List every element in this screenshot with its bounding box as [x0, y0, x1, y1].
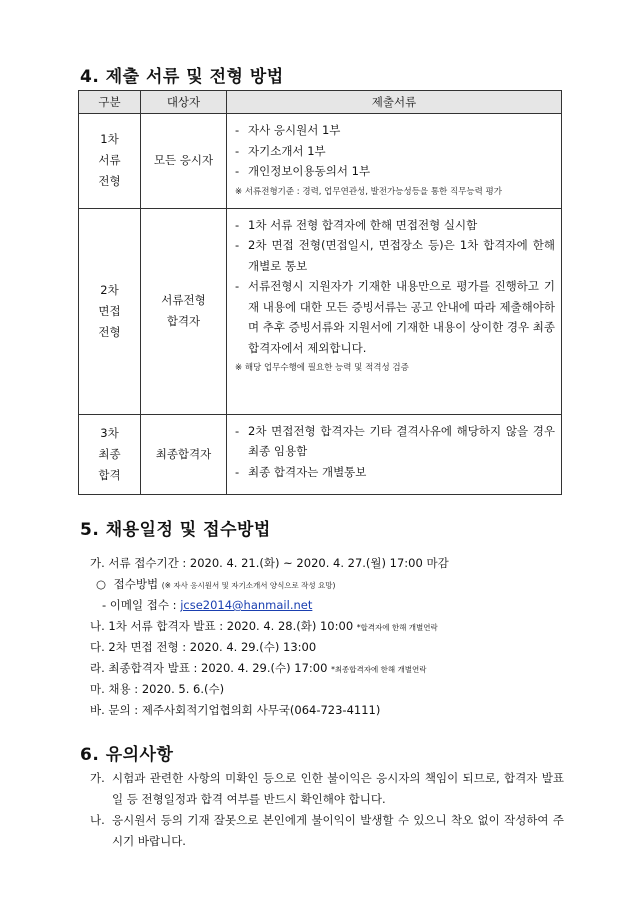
header-documents: 제출서류	[227, 91, 562, 114]
email-submission: - 이메일 접수 : jcse2014@hanmail.net	[102, 598, 313, 612]
target-cell: 서류전형 합격자	[141, 208, 227, 414]
submission-period: 가. 서류 접수기간 : 2020. 4. 21.(화) ~ 2020. 4. 27.(월) 17:00 마감	[90, 556, 449, 570]
schedule-list	[90, 553, 570, 721]
final-result: 라. 최종합격자 발표 : 2020. 4. 29.(수) 17:00 *최종합격자에 한해 개별연락	[90, 661, 427, 675]
row-note: ※ 서류전형기준 : 경력, 업무연관성, 발전가능성등을 통한 직무능력 평가	[235, 186, 502, 197]
list-item: - 서류전형시 지원자가 기재한 내용만으로 평가를 진행하고 기재 내용에 대한 모든 증빙서류는 공고 안내에 따라 제출해야하며 추후 증빙서류와 지원서에 기재한 내용이 상이한 경우 최종합격자에서 제외합니다.	[235, 276, 555, 358]
submission-method: ○ 접수방법 (※ 자사 응시원서 및 자기소개서 양식으로 작성 요망)	[90, 574, 570, 595]
list-item: - 최종 합격자는 개별통보	[235, 462, 555, 483]
documents-table	[78, 90, 562, 495]
stage-cell: 3차 최종 합격	[79, 414, 141, 494]
table-row	[79, 414, 562, 494]
list-item: - 2차 면접 전형(면접일시, 면접장소 등)은 1차 합격자에 한해 개별로 통보	[235, 235, 555, 276]
stage-cell: 1차 서류 전형	[79, 114, 141, 209]
section4-title: 4. 제출 서류 및 전형 방법	[80, 67, 284, 87]
list-item: - 1차 서류 전형 합격자에 한해 면접전형 실시함	[235, 215, 555, 236]
documents-cell	[227, 208, 562, 414]
list-item: - 2차 면접전형 합격자는 기타 결격사유에 해당하지 않을 경우 최종 임용함	[235, 421, 555, 462]
stage-cell: 2차 면접 전형	[79, 208, 141, 414]
circle-bullet-icon: ○	[96, 577, 107, 591]
list-item: - 자사 응시원서 1부	[235, 120, 555, 141]
first-result: 나. 1차 서류 합격자 발표 : 2020. 4. 28.(화) 10:00 *합격자에 한해 개별연락	[90, 619, 438, 633]
section6-title: 6. 유의사항	[80, 745, 174, 765]
list-item: - 자기소개서 1부	[235, 141, 555, 162]
hire-date: 마. 채용 : 2020. 5. 6.(수)	[90, 682, 225, 696]
method-note: (※ 자사 응시원서 및 자기소개서 양식으로 작성 요망)	[161, 581, 336, 590]
list-item: 가. 시험과 관련한 사항의 미확인 등으로 인한 불이익은 응시자의 책임이 되므로, 합격자 발표일 등 전형일정과 합격 여부를 반드시 확인해야 합니다.	[90, 771, 564, 806]
list-item: 나. 응시원서 등의 기재 잘못으로 본인에게 불이익이 발생할 수 있으니 착오 없이 작성하여 주시기 바랍니다.	[90, 813, 564, 848]
notice-list	[90, 768, 564, 852]
section5-title: 5. 채용일정 및 접수방법	[80, 520, 271, 540]
table-row	[79, 208, 562, 414]
documents-cell	[227, 114, 562, 209]
inquiry: 바. 문의 : 제주사회적기업협의회 사무국(064-723-4111)	[90, 703, 381, 717]
header-target: 대상자	[141, 91, 227, 114]
email-link[interactable]: jcse2014@hanmail.net	[180, 598, 313, 612]
target-cell: 최종합격자	[141, 414, 227, 494]
interview-schedule: 다. 2차 면접 전형 : 2020. 4. 29.(수) 13:00	[90, 640, 317, 654]
documents-cell	[227, 414, 562, 494]
table-header-row	[79, 91, 562, 114]
header-category: 구분	[79, 91, 141, 114]
target-cell: 모든 응시자	[141, 114, 227, 209]
list-item: - 개인정보이용동의서 1부	[235, 161, 555, 182]
table-row	[79, 114, 562, 209]
row-note: ※ 해당 업무수행에 필요한 능력 및 적격성 검증	[235, 363, 409, 373]
